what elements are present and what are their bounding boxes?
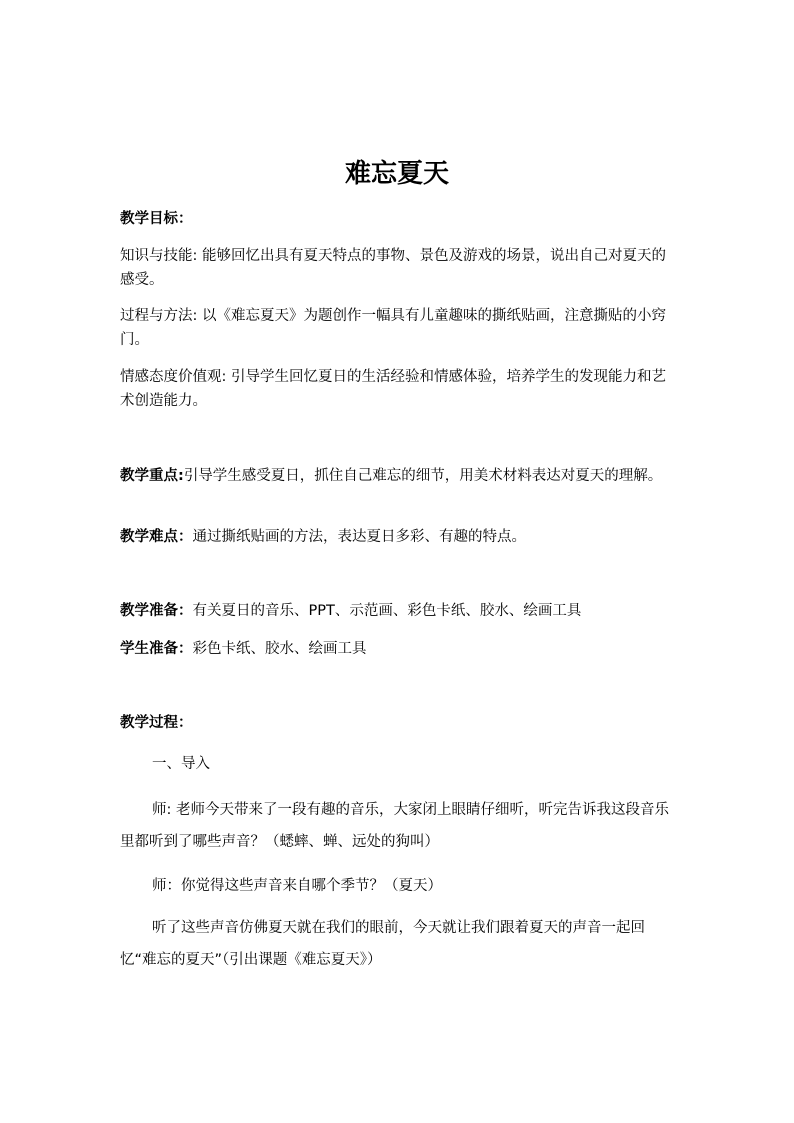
key-point xyxy=(120,464,676,488)
difficulty-text: 通过撕纸贴画的方法，表达夏日多彩、有趣的特点。 xyxy=(192,529,526,545)
procedure-paragraph-2: 师：你觉得这些声音来自哪个季节？（夏天） xyxy=(152,878,442,894)
student-prep xyxy=(120,637,676,661)
objective-knowledge: 知识与技能: 能够回忆出具有夏天特点的事物、景色及游戏的场景，说出自己对夏天的感受。 xyxy=(120,248,666,288)
procedure-paragraph-1: 师: 老师今天带来了一段有趣的音乐，大家闭上眼睛仔细听，听完告诉我这段音乐里都听到了哪些声音？（蟋蟀、蝉、远处的狗叫） xyxy=(120,802,669,850)
student-prep-text: 彩色卡纸、胶水、绘画工具 xyxy=(192,641,367,657)
difficulty-label: 教学难点： xyxy=(120,529,193,545)
objective-emotion: 情感态度价值观: 引导学生回忆夏日的生活经验和情感体验，培养学生的发现能力和艺术创造能力。 xyxy=(120,369,666,409)
document-title: 难忘夏天 xyxy=(344,159,449,189)
teacher-prep xyxy=(120,599,676,623)
student-prep-label: 学生准备： xyxy=(120,641,193,657)
objectives-heading: 教学目标： xyxy=(120,211,193,227)
teacher-prep-text: 有关夏日的音乐、PPT、示范画、彩色卡纸、胶水、绘画工具 xyxy=(192,603,582,619)
procedure-section-1: 一、导入 xyxy=(152,756,210,772)
objective-process: 过程与方法: 以《难忘夏天》为题创作一幅具有儿童趣味的撕纸贴画，注意撕贴的小窍门。 xyxy=(120,308,666,348)
key-point-label: 教学重点: xyxy=(120,468,184,484)
key-point-text: 引导学生感受夏日，抓住自己难忘的细节，用美术材料表达对夏天的理解。 xyxy=(183,468,663,484)
teacher-prep-label: 教学准备： xyxy=(120,603,193,619)
difficulty xyxy=(120,525,676,549)
procedure-heading: 教学过程： xyxy=(120,715,193,731)
procedure-paragraph-3: 听了这些声音仿佛夏天就在我们的眼前，今天就让我们跟着夏天的声音一起回忆“难忘的夏天”（引出课题《难忘夏天》） xyxy=(120,920,645,968)
